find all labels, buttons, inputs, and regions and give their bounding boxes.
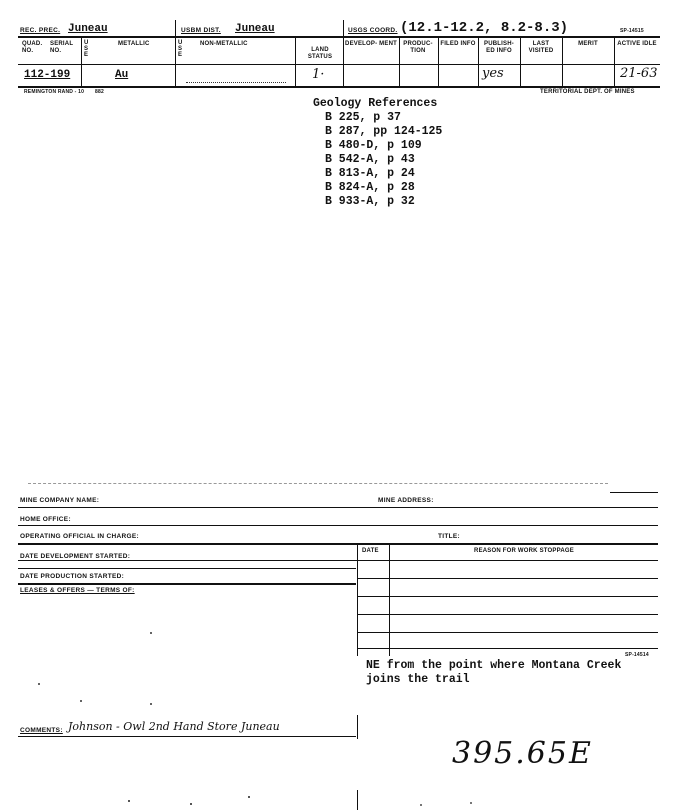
active-idle-value: 21-63 (620, 66, 658, 81)
speckle (150, 703, 152, 705)
form-number-top: SP-14515 (620, 28, 644, 34)
col-divider (438, 36, 439, 86)
col-divider (520, 36, 521, 86)
rule (357, 632, 658, 633)
handwritten-number: 395.65E (452, 736, 593, 771)
speckle (190, 803, 192, 805)
leases-offers-label: LEASES & OFFERS — TERMS OF: (20, 587, 135, 594)
speckle (38, 683, 40, 685)
col-use-nonmetallic: U S E (178, 40, 183, 58)
col-serial-no: SERIAL NO. (50, 41, 74, 54)
col-divider (295, 36, 296, 86)
land-status-value: 1· (312, 67, 325, 82)
col-divider (562, 36, 563, 86)
location-note: NE from the point where Montana Creek joins the trail (366, 659, 622, 686)
rule (18, 525, 658, 526)
table-divider (357, 790, 358, 810)
col-production: PRODUC- TION (403, 41, 433, 54)
header-rule-bottom (18, 86, 660, 88)
rec-prec-label: REC. PREC. (20, 27, 61, 34)
speckle (248, 796, 250, 798)
card-edge (28, 483, 608, 484)
date-development-started-label: DATE DEVELOPMENT STARTED: (20, 553, 131, 560)
geology-ref: B 225, p 37 (325, 111, 401, 124)
operating-official-label: OPERATING OFFICIAL IN CHARGE: (20, 533, 139, 540)
metallic-value: Au (115, 69, 129, 81)
col-published-info: PUBLISH- ED INFO (484, 41, 514, 54)
rule (18, 560, 658, 561)
rec-prec-value: Juneau (68, 23, 108, 35)
speckle (80, 700, 82, 702)
col-divider (343, 20, 344, 86)
geology-ref: B 824-A, p 28 (325, 181, 415, 194)
header-rule-top (18, 36, 660, 38)
usbm-dist-label: USBM DIST. (181, 27, 221, 34)
home-office-label: HOME OFFICE: (20, 516, 71, 523)
card-edge-right (610, 492, 658, 493)
nonmetallic-blank (186, 82, 286, 83)
usgs-coord-label: USGS COORD. (348, 27, 398, 34)
col-filed-info: FILED INFO (440, 41, 476, 47)
geology-ref-list (313, 111, 442, 209)
usbm-dist-value: Juneau (235, 23, 275, 35)
col-land-status: LAND STATUS (307, 47, 333, 60)
col-divider (81, 36, 82, 86)
mine-address-label: MINE ADDRESS: (378, 497, 434, 504)
col-development: DEVELOP- MENT (345, 41, 397, 47)
speckle (150, 632, 152, 634)
col-last-visited: LAST VISITED (528, 41, 554, 54)
comments-label: COMMENTS: (20, 727, 63, 734)
territorial-dept-label: TERRITORIAL DEPT. OF MINES (540, 89, 635, 95)
col-metallic: METALLIC (118, 41, 150, 47)
quad-serial-value: 112-199 (24, 69, 71, 81)
mine-company-name-label: MINE COMPANY NAME: (20, 497, 100, 504)
col-divider (478, 36, 479, 86)
speckle (420, 804, 422, 806)
table-divider (357, 715, 358, 739)
col-divider (614, 36, 615, 86)
geology-ref: B 933-A, p 32 (325, 195, 415, 208)
rule (18, 736, 356, 737)
rule (357, 596, 658, 597)
geology-ref: B 813-A, p 24 (325, 167, 415, 180)
geology-ref: B 480-D, p 109 (325, 139, 422, 152)
col-use-metallic: U S E (84, 40, 89, 58)
col-active-idle: ACTIVE IDLE (617, 41, 657, 47)
rule (18, 583, 356, 585)
speckle (470, 802, 472, 804)
col-merit: MERIT (578, 41, 598, 47)
remington-code: 882 (95, 89, 104, 95)
geology-title: Geology References (313, 97, 438, 110)
col-nonmetallic: NON-METALLIC (200, 41, 248, 47)
form-number-bottom: SP-14514 (625, 652, 649, 658)
comments-value: Johnson - Owl 2nd Hand Store Juneau (68, 720, 280, 733)
header-rule-mid (18, 64, 660, 65)
remington-rand-label: REMINGTON RAND - 10 (24, 89, 85, 95)
speckle (128, 800, 130, 802)
usgs-coord-value: (12.1-12.2, 8.2-8.3) (400, 20, 569, 36)
geology-ref: B 287, pp 124-125 (325, 125, 443, 138)
col-quad-no: QUAD. NO. (22, 41, 43, 54)
published-info-value: yes (482, 66, 504, 81)
rule (357, 578, 658, 579)
geology-ref: B 542-A, p 43 (325, 153, 415, 166)
col-divider (175, 20, 176, 86)
rule (18, 543, 658, 545)
date-col-label: DATE (362, 548, 379, 554)
date-production-started-label: DATE PRODUCTION STARTED: (20, 573, 125, 580)
geology-references (313, 97, 442, 209)
rule (18, 507, 658, 508)
rule (357, 614, 658, 615)
title-label: TITLE: (438, 533, 461, 540)
rule (18, 568, 356, 569)
rule (357, 648, 658, 649)
reason-col-label: REASON FOR WORK STOPPAGE (474, 548, 574, 554)
